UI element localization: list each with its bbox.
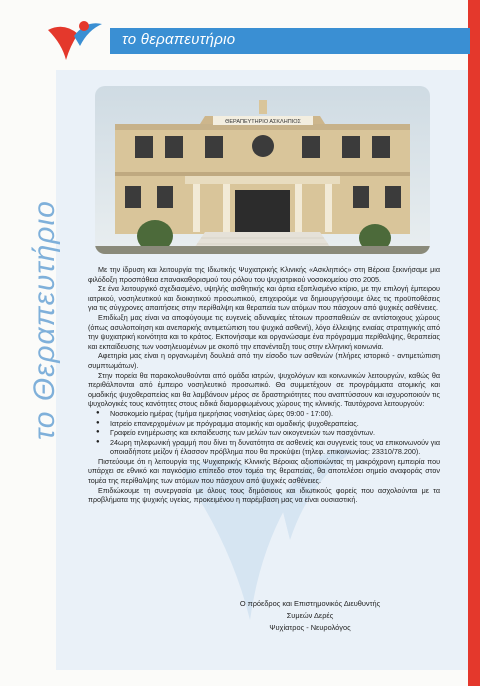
page-title: το θεραπευτήριο	[122, 31, 236, 48]
building-sign: ΘΕΡΑΠΕΥΤΗΡΙΟ ΑΣΚΛΗΠΙΟΣ	[225, 119, 301, 125]
list-item: ● Γραφείο ενημέρωσης και εκπαίδευσης των μελών των οικογενειών των πασχόντων.	[110, 428, 440, 438]
paragraph: Με την ίδρυση και λειτουργία της Ιδιωτικής Ψυχιατρικής Κλινικής «Ασκληπιός» στη Βέροια ξεκινήσαμε μια φιλόδοξη προσπάθεια επανακαθορισμού του ρόλου του ψυχιατρικού νοσοκομείου στο 2005.	[88, 265, 440, 284]
body-text	[88, 265, 440, 505]
paragraph: Στην πορεία θα παρακολουθούνται από ομάδα ιατρών, ψυχολόγων και κοινωνικών λειτουργών, καθώς θα περιθάλπονται από έμπειρο νοσηλευτικό προσωπικό. Θα συμμετέχουν σε προγράμματα ατομικής και ομαδικής ψυχοθεραπείας και θα λαμβάνουν μέρος σε δραστηριότητες που αναπτύσσουν και ισχυροποιούν τις ψυχολογικές τους κανότητες στους ειδικά διαμορφωμένους χώρους της κλινικής. Ταυτόχρονα λειτουργούν:	[88, 370, 440, 409]
services-list	[88, 409, 440, 457]
paragraph: Επιδίωξη μας είναι να αποφύγουμε τις ευγενείς αδυναμίες τέτοιων προσπαθειών σε αντίστοιχους χώρους (όπως ασυλοποίηση και ανεπαρκής αντιμετώπιση του ψυχικά ασθενή), λόγο έλλειψης ενιαίας στρατηγικής από την ψυχιατρική κοινότητα και το κράτος. Εκπονήσαμε και οργανώσαμε ένα πρόγραμμα περίθαλψης, θεραπείας και εκπαίδευσης των νοσηλευομένων με σκοπό την επανένταξη τους στην ελληνική κοινωνία.	[88, 312, 440, 351]
signature-role: Ψυχίατρος - Νευρολόγος	[269, 623, 351, 632]
paragraph: Αφετηρία μας είναι η οργανωμένη δουλειά από την είσοδο των ασθενών (πλήρες ιστορικό - αντιμετώπιση συμπτωμάτων).	[88, 351, 440, 370]
signature-block	[200, 598, 420, 634]
paragraph: Σε ένα λειτουργικό σχεδιασμένο, υψηλής αισθητικής και άρτια εξοπλισμένο κτίριο, με την επιλογή έμπειρου ιατρικού, νοσηλευτικού και διοικητικού προσωπικού, επιχειρούμε να δημιουργήσουμε όλες τις προϋποθέσεις για τις σύγχρονες απαιτήσεις στην περίθαλψη και θεραπεία των ατόμων που πάσχουν από ψυχικές ασθένειες.	[88, 284, 440, 313]
red-edge-stripe	[468, 0, 480, 686]
sidebar-vertical-title: το Θεραπευτήριο	[28, 200, 61, 440]
signature-title: Ο πρόεδρος και Επιστημονικός Διευθυντής	[239, 599, 381, 608]
building-photo	[95, 86, 430, 254]
list-item: ● 24ωρη τηλεφωνική γραμμή που δίνει τη δυνατότητα σε ασθενείς και συγγενείς τους να επικοινωνούν για οποιαδήποτε μείζον ή έλασσον πρόβλημα που θα προκύψει (τηλεφ. επικοινωνίας: 23310/78.200).	[110, 438, 440, 457]
clinic-logo-icon	[44, 16, 106, 68]
paragraph: Επιδιώκουμε τη συνεργασία με όλους τους δημόσιους και ιδιωτικούς φορείς που ασχολούνται με τα προβλήματα της ψυχικής υγείας, προκειμένου η παρέμβαση μας να είναι ουσιαστική.	[88, 485, 440, 505]
list-item: ● Ιατρείο επανερχομένων με πρόγραμμα ατομικής και ομαδικής ψυχοθεραπείας.	[110, 419, 440, 429]
list-item: ● Νοσοκομείο ημέρας (τμήμα ημερήσιας νοσηλείας ώρες 09:00 - 17:00).	[110, 409, 440, 419]
paragraph: Πιστεύουμε ότι η λειτουργία της Ψυχιατρικής Κλινικής Βέροιας αξιοποιώντας τη μακρόχρονη εμπειρία που υπάρχει σε εθνικό και παγκόσμιο επίπεδο στον τομέα της θεραπείας, θα αποτελέσει σημείο αναφοράς στον τομέα της περίθαλψης των ατόμων που πάσχουν από ψυχικές ασθένειες.	[88, 456, 440, 486]
signature-name: Συμεών Δερές	[286, 611, 334, 620]
